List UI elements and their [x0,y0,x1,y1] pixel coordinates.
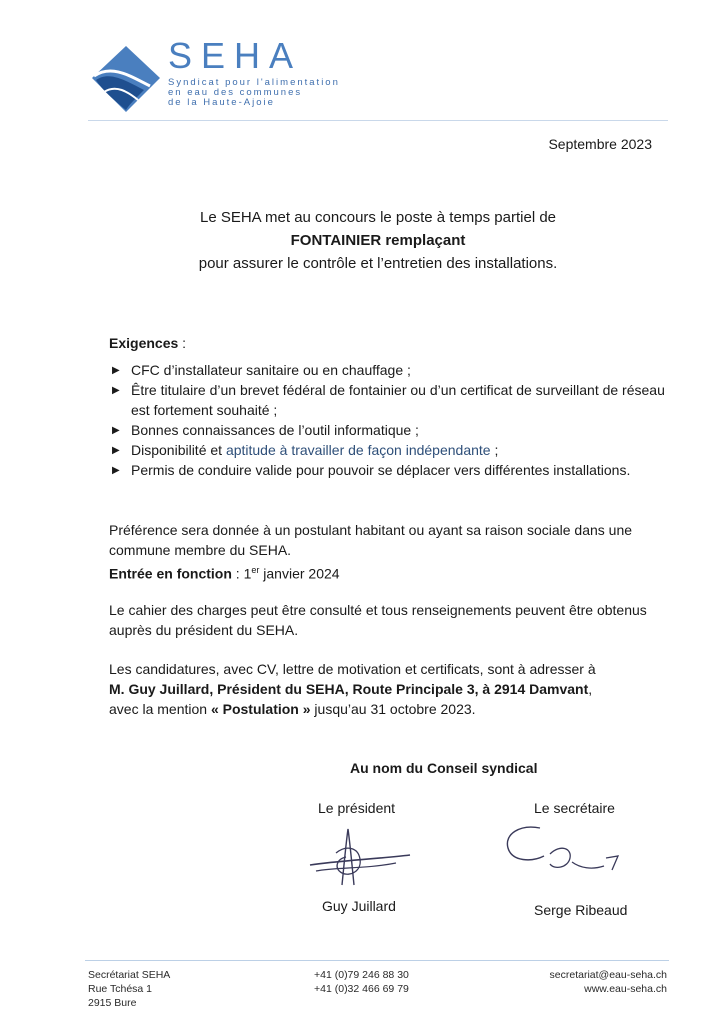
president-signature [306,825,414,895]
candidature-address-line [109,679,669,699]
president-name: Guy Juillard [322,898,396,914]
secretary-signature [500,822,625,882]
start-date-value: janvier 2024 [259,565,340,582]
cahier-paragraph: Le cahier des charges peut être consulté et tous renseignements peuvent être obtenus auprès du président du SEHA. [109,602,647,638]
requirements-title: Exigences [109,335,179,351]
logo-tagline-line: Syndicat pour l'alimentation [168,77,340,88]
triangle-bullet-icon: ▶ [112,365,120,376]
footer-phones [314,968,409,996]
list-item-text: CFC d’installateur sanitaire ou en chauffage ; [131,362,411,378]
candidature-address: M. Guy Juillard, Président du SEHA, Route Principale 3, à 2914 Damvant [109,681,589,697]
job-title: FONTAINIER remplaçant [290,232,466,249]
secretary-name: Serge Ribeaud [534,902,628,918]
logo-name: SEHA [168,35,303,76]
logo-tagline-line: en eau des communes [168,87,303,98]
logo-tagline [168,78,340,108]
secretary-label: Le secrétaire [534,800,615,816]
list-item-text: Bonnes connaissances de l’outil informatique ; [131,422,419,438]
council-heading: Au nom du Conseil syndical [350,760,538,776]
list-item [109,460,669,480]
start-date-day: : 1 [231,565,252,582]
list-item-text-highlight: aptitude à travailler de façon indépendante [225,442,491,458]
triangle-bullet-icon: ▶ [112,385,120,396]
triangle-bullet-icon: ▶ [112,465,120,476]
document-date: Septembre 2023 [548,136,652,152]
start-date-label: Entrée en fonction [109,565,232,582]
footer-address [88,968,170,1010]
logo-tagline-line: de la Haute-Ajoie [168,97,275,108]
requirements-title-suffix: : [178,335,187,351]
list-item [109,380,669,420]
list-item [109,420,669,440]
candidature-deadline: jusqu’au 31 octobre 2023. [310,701,476,717]
list-item [109,440,669,460]
footer-email: secretariat@eau-seha.ch [549,969,667,981]
list-item [109,360,669,380]
footer-line: Rue Tchésa 1 [88,983,153,995]
preference-paragraph [109,520,669,584]
requirements-list [109,360,669,480]
candidature-line: Les candidatures, avec CV, lettre de motivation et certificats, sont à adresser à [109,661,596,677]
start-date-line [109,560,669,584]
seha-logo-icon [88,42,164,114]
candidature-text: avec la mention [109,701,211,717]
list-item-text: ; [490,442,499,458]
president-label: Le président [318,800,396,816]
candidature-mention: « Postulation » [210,701,311,717]
header-divider [88,120,668,121]
list-item-text: Permis de conduire valide pour pouvoir se déplacer vers différentes installations. [131,462,631,478]
footer-phone: +41 (0)79 246 88 30 [314,969,409,981]
footer-line: Secrétariat SEHA [88,969,171,981]
footer-website: www.eau-seha.ch [584,983,667,995]
start-date-sup: er [251,565,260,575]
job-intro [0,206,724,275]
footer-line: 2915 Bure [88,997,137,1009]
triangle-bullet-icon: ▶ [112,425,120,436]
requirements-heading [109,333,669,353]
candidature-punct: , [588,681,593,697]
triangle-bullet-icon: ▶ [112,445,120,456]
footer-divider [85,960,669,961]
candidature-line [109,699,669,719]
list-item-text: Être titulaire d’un brevet fédéral de fontainier ou d’un certificat de surveillant de réseau est fortement souhaité ; [131,382,665,418]
intro-line: pour assurer le contrôle et l’entretien des installations. [198,255,558,272]
candidature-paragraph [109,659,669,719]
intro-line: Le SEHA met au concours le poste à temps partiel de [199,209,557,226]
preference-text: Préférence sera donnée à un postulant habitant ou ayant sa raison sociale dans une commune membre du SEHA. [109,522,633,558]
footer-phone: +41 (0)32 466 69 79 [314,983,409,995]
list-item-text: Disponibilité et [131,442,226,458]
footer-contact [550,968,667,996]
